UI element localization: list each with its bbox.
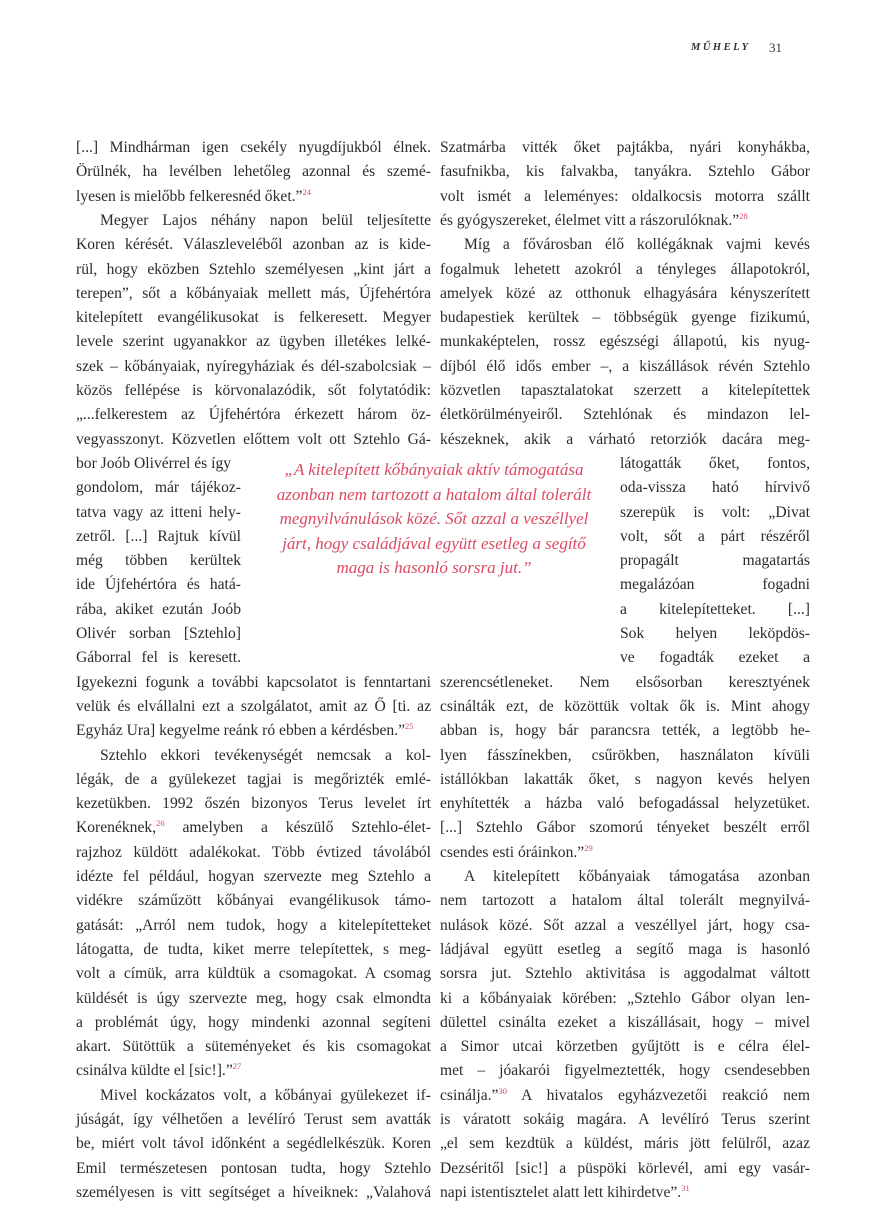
line-text: gondolom, már tájékoz- [76,479,241,497]
text-line [100,209,431,233]
text-line [440,379,810,403]
text-line [76,646,241,670]
text-line [76,258,431,282]
footnote-marker[interactable]: 30 [498,1085,507,1096]
text-line [440,185,810,209]
text-line [76,160,431,184]
line-text: napi istentisztelet alatt lett kihirdetve”. [440,1183,682,1201]
line-text: ládjával együtt esetleg a segítő maga is hasonló [440,940,810,958]
line-text: zetről. [...] Rajtuk kívül [76,527,241,545]
text-line [76,379,431,403]
text-line [76,452,241,476]
line-text: volt a címük, arra küldtük a csomagokat. A csomag [76,965,431,983]
text-line [440,1157,810,1181]
line-text: idézte fel például, hogyan szervezte meg Sztehlo a [76,868,431,885]
line-text: közös fellépése is körvonalazódik, sőt folytatódik: [76,382,431,399]
footnote-marker[interactable]: 24 [302,186,311,197]
line-text: közvetlen tapasztalatokat szerzett a kitelepítettek [440,382,810,399]
footnote-marker[interactable]: 28 [739,210,748,221]
text-line [76,1035,431,1059]
line-text: Szatmárba vitték őket pajtákba, nyári konyhákba, [440,139,810,156]
line-text: látogatták őket, fontos, [620,454,810,472]
line-text: tatva vagy az itteni hely- [76,503,241,521]
line-text: küldését is úgy szervezte meg, hogy csak elmondta [76,989,431,1007]
text-line [464,865,810,889]
text-line [440,792,810,816]
line-text: fasufnikba, kis falvakba, tanyákra. Sztehlo Gábor [440,163,810,181]
line-text: légák, de a gyülekezet tagjai is megőrizték emlé- [76,770,431,788]
text-line [440,355,810,379]
text-line [76,355,431,379]
text-line [440,209,810,233]
text-line [440,403,810,427]
line-text: és gyógyszereket, élelmet vitt a rászorulóknak.” [440,211,740,229]
text-line [440,136,810,160]
text-line [76,549,241,573]
text-line [76,792,431,816]
text-line [76,987,431,1011]
line-text: ve fogadták ezeket a [620,649,810,667]
line-text: volt, sőt a párt részéről [620,527,810,545]
text-line [76,573,241,597]
text-line [440,1181,810,1205]
text-line [620,452,810,476]
text-line [440,1108,810,1132]
line-text: rajzhoz küldött adalékokat. Több évtized távolából [76,843,431,861]
pull-quote-line: megnyilvánulások közé. Sőt azzal a veszéllyel [279,509,589,529]
text-line [440,744,810,768]
line-text: dülettel csinálta ezeket a kiszállásait, hogy – mivel [440,1013,810,1031]
line-text: akart. Sütöttük a süteményeket és kis csomagokat [76,1038,431,1056]
text-line [440,768,810,792]
footnote-marker[interactable]: 25 [405,721,414,732]
line-text: volt ismét a leleményes: oldalkocsis motorra szállt [440,187,810,205]
footnote-marker[interactable]: 31 [681,1182,690,1193]
text-line [76,525,241,549]
line-text: Dezséritől [sic!] a püspöki körlevél, ami egy vasár- [440,1159,810,1177]
text-line [76,501,241,525]
text-line [76,719,431,743]
line-text: szerepük is volt: „Divat [620,503,810,521]
text-line [620,549,810,573]
line-text: enyhítették a házba való befogadással helyzetüket. [440,795,810,813]
line-text: „...felkerestem az Újfehértóra érkezett három öz- [76,406,431,424]
text-line [440,914,810,938]
line-text: Sok helyen leköpdös- [620,625,810,642]
line-text-rest: amelyben a készülő Sztehlo-élet- [164,819,431,837]
line-text: látogatta, de tudta, kiket merre telepítettek, s meg- [76,940,431,958]
text-line [440,1084,810,1108]
line-text: sorsra jut. Sztehlo aktivitása is aggodalmat váltott [440,965,810,983]
text-line [76,306,431,330]
line-text: Gáborral fel is keresett. [76,649,241,667]
line-text: vidékre száműzött kőbányai evangélikusok támo- [76,892,431,910]
line-text: szek – kőbányaiak, nyíregyháziak és dél-szabolcsiak – [76,357,431,375]
text-line [440,306,810,330]
text-line [76,865,431,889]
text-line [620,525,810,549]
footnote-marker[interactable]: 27 [232,1061,242,1072]
text-line [76,622,241,646]
text-line [76,1132,431,1156]
text-line [440,962,810,986]
footnote-marker[interactable]: 29 [584,842,593,853]
line-text: Olivér sorban [Sztehlo] [76,625,241,642]
text-line [76,841,431,865]
line-text: gatását: „Arról nem tudok, hogy a kitelepítetteket [76,916,431,934]
text-line [76,671,431,695]
line-text: „el sem kezdtük a küldést, máris jött felülről, azaz [440,1135,810,1153]
text-line [440,428,810,452]
text-line [76,938,431,962]
text-line [440,695,810,719]
line-text: Mivel kockázatos volt, a kőbányai gyülekezet if- [100,1086,431,1104]
text-line [76,136,431,160]
text-line [620,646,810,670]
line-text: Sztehlo ekkori tevékenységét nemcsak a kol- [100,746,431,764]
line-text: júságát, így vélhetően a levélíró Terust sem avatták [76,1111,431,1128]
line-text: Emil természetesen pontosan tudta, hogy Sztehlo [76,1159,431,1177]
text-line [76,428,431,452]
line-text: megalázóan fogadni [620,576,810,594]
line-text: Korenéknek, [76,819,157,837]
text-line [76,1011,431,1035]
line-text: propagált magatartás [620,552,810,570]
text-line [440,258,810,282]
text-line [76,914,431,938]
line-text: csinálva küldte el [sic!].” [76,1062,233,1080]
line-text: készeknek, akik a várható retorziók dacára meg- [440,430,810,448]
text-line [440,330,810,354]
line-text: csendes esti óráinkon.” [440,843,585,861]
line-text: a problémát úgy, hogy mindenki azonnal segíteni [76,1013,431,1031]
running-header [0,42,880,62]
line-text: szerencsétleneket. Nem elsősorban keresztyének [440,673,810,691]
text-line [76,185,431,209]
line-text: be, miért volt távol időnként a segédlelkészük. Koren [76,1135,431,1153]
text-line [440,816,810,840]
line-text: oda-vissza ható hírvivő [620,479,810,497]
line-text: Míg a fővárosban élő kollégáknak vajmi kevés [464,236,810,254]
text-line [76,962,431,986]
text-line [440,1059,810,1083]
text-line [440,671,810,695]
line-text: fogalmuk lehetett azokról a tényleges állapotokról, [440,260,810,278]
text-line [440,1132,810,1156]
text-line [76,768,431,792]
line-text: vegyasszonyt. Közvetlen előttem volt ott Sztehlo Gá- [76,430,431,448]
line-text: istállókban lakatták őket, s nagyon kevés helyen [440,770,810,788]
line-text: [...] Mindhárman igen csekély nyugdíjukból élnek. [76,139,431,156]
line-text: Koren kérését. Válaszleveléből azonban az is kide- [76,236,431,254]
line-text: Igyekezni fogunk a további kapcsolatot is fenntartani [76,673,431,691]
text-line [76,598,241,622]
line-text: kitelepített evangélikusokat is felkeresett. Megyer [76,309,431,327]
pull-quote-line: azonban nem tartozott a hatalom által tolerált [276,484,592,504]
line-text: levele szerint ugyanakkor az ügyben illetékes lelké- [76,333,431,351]
text-line [464,233,810,257]
text-line [440,889,810,913]
text-line [440,1011,810,1035]
line-text: nulások közé. Sőt azzal a veszéllyel járt, hogy csa- [440,916,810,934]
page-number: 31 [769,40,782,55]
line-text: Megyer Lajos néhány napon belül teljesítette [100,211,431,229]
line-text: lyesen is mielőbb felkeresnéd őket.” [76,187,303,205]
line-text: csinálták ezt, de közöttük voltak ők is. Mint ahogy [440,697,810,715]
text-line [76,1059,431,1083]
line-text: csinálja.” [440,1086,499,1104]
footnote-marker[interactable]: 26 [156,818,165,829]
text-line [620,598,810,622]
line-text: terepen”, sőt a kőbányaiak mellett más, Újfehértóra [76,284,431,302]
line-text: életkörülményeiről. Sztehlónak és mindazon lel- [440,406,810,424]
line-text: díjból élő idős ember –, a kiszállások révén Sztehlo [440,357,810,375]
line-text-rest: A hivatalos egyházvezetői reakció nem [506,1086,810,1104]
line-text: a Simor utcai körzetben gyűjtött is e célra élel- [440,1038,810,1056]
line-text: rül, hogy eközben Sztehlo személyesen „kint járt a [76,260,431,278]
pull-quote-line: maga is hasonló sorsra jut.” [336,558,532,578]
text-line [100,744,431,768]
line-text: bor Joób Olivérrel és így [76,454,232,472]
text-line [76,330,431,354]
line-text: Örülnék, ha levélben lehetőleg azonnal és szemé- [76,163,431,181]
text-line [440,719,810,743]
line-text: rába, akiket ezután Joób [76,600,241,618]
text-line [76,695,431,719]
text-line [440,987,810,1011]
text-line [620,501,810,525]
line-text: lyen fásszínekben, csűrökben, használaton kívüli [440,746,810,764]
text-line [620,622,810,646]
text-line [76,476,241,500]
line-text: Egyház Ura] kegyelme reánk ró ebben a kérdésben.” [76,722,406,740]
text-line [440,282,810,306]
line-text: met – jóakarói figyelmeztették, hogy csendesebben [440,1062,810,1080]
text-line [440,1035,810,1059]
line-text: budapestiek kerültek – többségük gyenge fizikumú, [440,309,810,327]
text-line [440,841,810,865]
text-line [100,1084,431,1108]
text-line [620,476,810,500]
line-text: a kitelepítetteket. [...] [620,600,810,618]
text-line [76,1157,431,1181]
line-text: is váratott sokáig magára. A levélíró Terus szerint [440,1111,810,1128]
line-text: A kitelepített kőbányaiak támogatása azonban [464,868,810,885]
pull-quote-line: járt, hogy családjával együtt esetleg a segítő [282,533,586,553]
line-text: kezetükben. 1992 őszén bizonyos Terus levelet írt [76,795,431,813]
line-text: ki a kőbányaiak körében: „Sztehlo Gábor olyan len- [440,989,810,1007]
line-text: velük és elvállalni ezt a szolgálatot, amit az Ő [ti. az [76,697,431,715]
pull-quote [252,458,616,581]
text-line [440,938,810,962]
line-text: személyesen is vitt segítséget a híveiknek: „Valahová [76,1183,431,1201]
text-line [620,573,810,597]
line-text: ide Újfehértóra és hatá- [76,576,241,594]
pull-quote-line: „A kitelepített kőbányaiak aktív támogatása [284,460,584,479]
section-title: MŰHELY [691,42,751,53]
text-line [76,816,431,840]
text-line [76,889,431,913]
text-line [76,1181,431,1205]
text-line [76,282,431,306]
line-text: abban is, hogy bár parancsra tették, a legtöbb he- [440,722,810,740]
line-text: nem tartozott a hatalom által tolerált megnyilvá- [440,892,810,910]
text-line [76,233,431,257]
line-text: [...] Sztehlo Gábor szomorú tényeket beszélt erről [440,819,810,837]
text-line [76,403,431,427]
line-text: még többen kerültek [76,552,241,570]
line-text: munkaképtelen, rossz egészségi állapotú, kis nyug- [440,333,810,351]
text-line [76,1108,431,1132]
line-text: amelyek közé az otthonuk elhagyására kényszerített [440,284,810,302]
text-line [440,160,810,184]
